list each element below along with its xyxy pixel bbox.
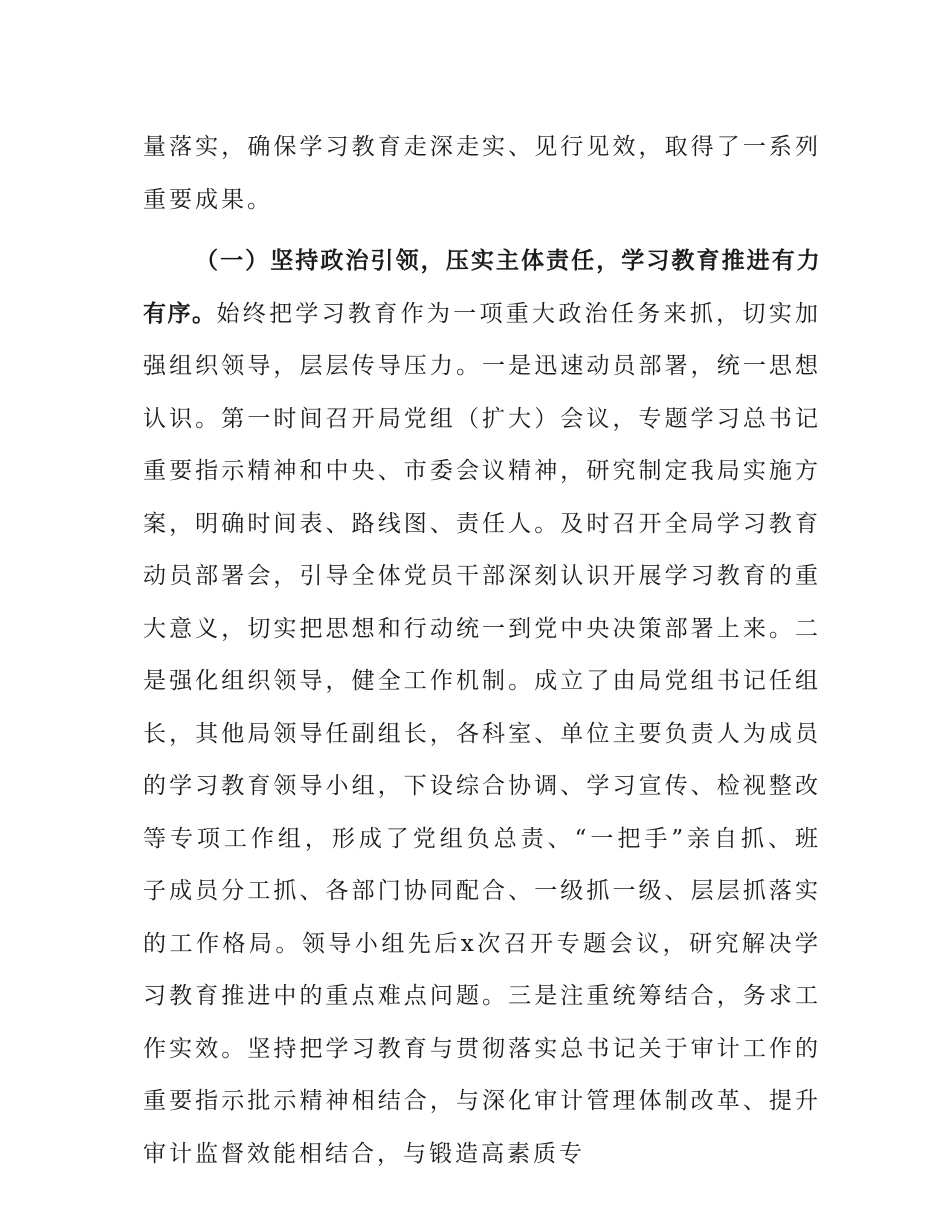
paragraph-continuation: 量落实，确保学习教育走深走实、见行见效，取得了一系列重要成果。: [143, 134, 821, 213]
paragraph-section-1: [143, 235, 821, 1180]
section-body: 始终把学习教育作为一项重大政治任务来抓，切实加强组织领导，层层传导压力。一是迅速动员部署，统一思想认识。第一时间召开局党组（扩大）会议，专题学习总书记重要指示精神和中央、市委会议精神，研究制定我局实施方案，明确时间表、路线图、责任人。及时召开全局学习教育动员部署会，引导全体党员干部深刻认识开展学习教育的重大意义，切实把思想和行动统一到党中央决策部署上来。二是强化组织领导，健全工作机制。成立了由局党组书记任组长，其他局领导任副组长，各科室、单位主要负责人为成员的学习教育领导小组，下设综合协调、学习宣传、检视整改等专项工作组，形成了党组负总责、“一把手”亲自抓、班子成员分工抓、各部门协同配合、一级抓一级、层层抓落实的工作格局。领导小组先后x次召开专题会议，研究解决学习教育推进中的重点难点问题。三是注重统筹结合，务求工作实效。坚持把学习教育与贯彻落实总书记关于审计工作的重要指示批示精神相结合，与深化审计管理体制改革、提升审计监督效能相结合，与锻造高素质专: [143, 300, 822, 1167]
section-heading: （一）坚持政治引领，压实主体责任，学习教育推进有力有序。: [143, 248, 821, 327]
document-page: [143, 121, 821, 1180]
